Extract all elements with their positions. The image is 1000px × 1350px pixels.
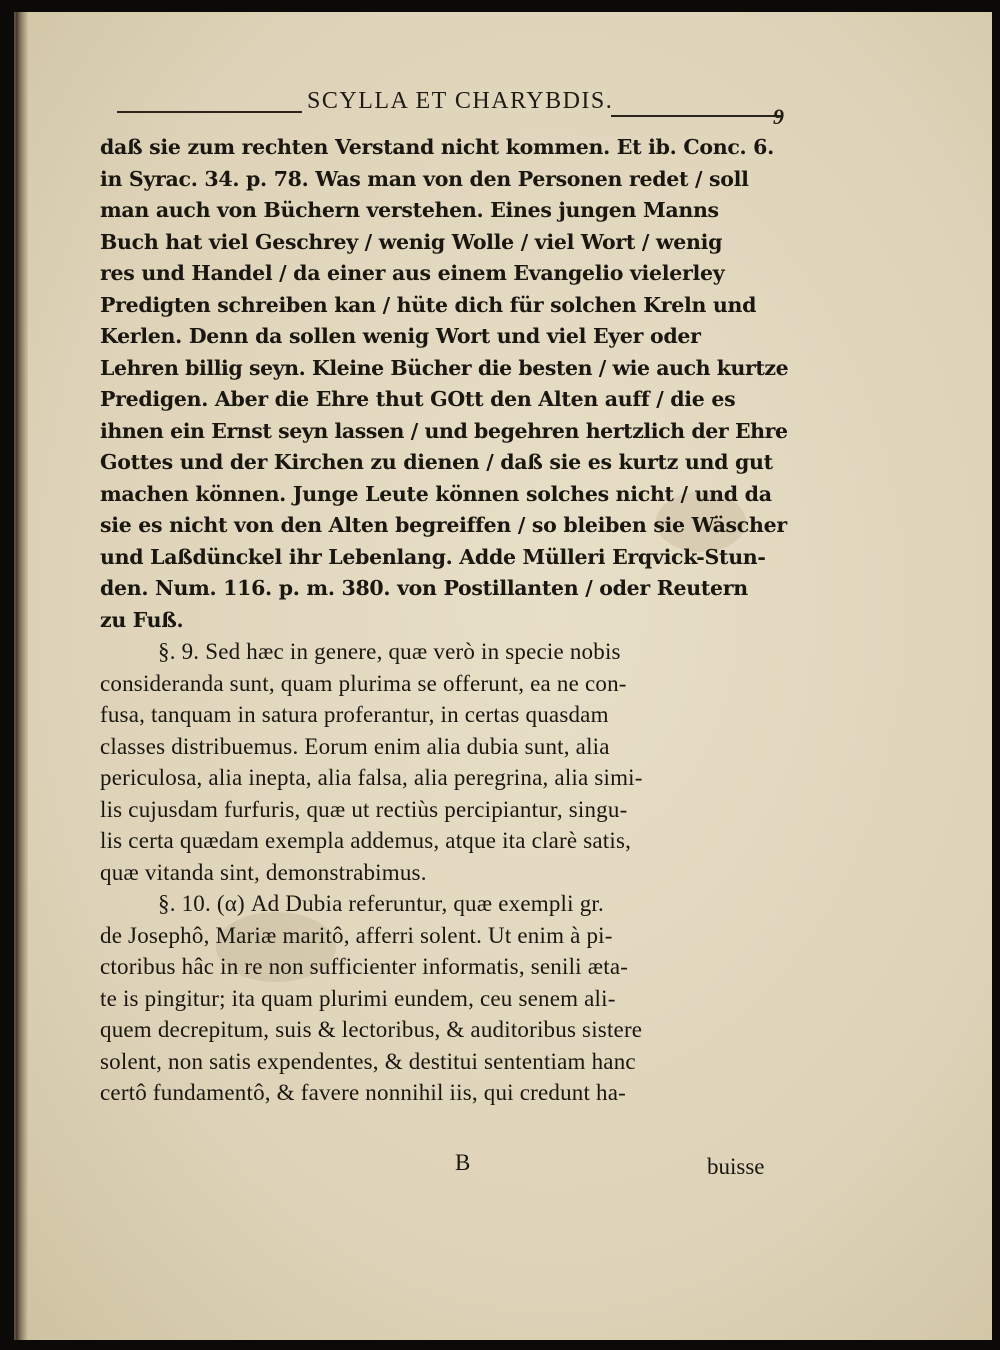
text-line: fusa, tanquam in satura proferantur, in certas quasdam [100,702,609,727]
running-title: SCYLLA ET CHARYBDIS. [307,88,614,114]
page-number: 9 [773,104,784,129]
text-line: §. 10. (α) Ad Dubia referuntur, quæ exempli gr. [158,891,604,916]
text-line: §. 9. Sed hæc in genere, quæ verò in specie nobis [158,639,621,664]
text-line: consideranda sunt, quam plurima se offerunt, ea ne con- [100,670,627,696]
catchword: buisse [707,1154,765,1179]
text-line: certô fundamentô, & favere nonnihil iis, qui credunt ha- [100,1080,626,1105]
text-line: res und Handel / da einer aus einem Evangelio vielerley [100,261,725,285]
text-line: quem decrepitum, suis & lectoribus, & auditoribus sistere [100,1017,643,1042]
text-line: machen können. Junge Leute können solches nicht / und da [100,481,772,506]
running-header [95,82,795,132]
text-line: den. Num. 116. p. m. 380. von Postillanten / oder Reutern [100,576,748,600]
text-line: ctoribus hâc in re non sufficienter informatis, senili æta- [100,954,629,979]
header-rule [117,111,302,113]
text-line: te is pingitur; ita quam plurimi eundem, ceu senem ali- [100,985,616,1011]
body-text [100,132,790,1109]
text-line: ihnen ein Ernst seyn lassen / und begehren hertzlich der Ehre [100,418,788,443]
text-line: Kerlen. Denn da sollen wenig Wort und viel Eyer oder [100,324,701,348]
text-line: Buch hat viel Geschrey / wenig Wolle / viel Wort / wenig [100,229,723,254]
text-line: quæ vitanda sint, demonstrabimus. [100,859,427,885]
text-line: de Josephô, Mariæ maritô, afferri solent. Ut enim à pi- [100,922,613,948]
text-line: lis cujusdam furfuris, quæ ut rectiùs percipiantur, singu- [100,796,628,822]
text-line: Lehren billig seyn. Kleine Bücher die besten / wie auch kurtze [100,355,789,380]
text-line: zu Fuß. [100,607,184,632]
page-binding-edge [16,12,28,1340]
text-line: classes distribuemus. Eorum enim alia dubia sunt, alia [100,733,610,759]
text-line: und Laßdünckel ihr Lebenlang. Adde Mülleri Erqvick-Stun- [100,544,766,569]
text-line: in Syrac. 34. p. 78. Was man von den Personen redet / soll [100,166,749,191]
text-line: daß sie zum rechten Verstand nicht kommen. Et ib. Conc. 6. [100,135,774,159]
text-line: periculosa, alia inepta, alia falsa, alia peregrina, alia simi- [100,765,643,790]
text-line: sie es nicht von den Alten begreiffen / so bleiben sie Wäscher [100,513,787,537]
page-footer [100,1150,790,1184]
text-line: lis certa quædam exempla addemus, atque ita clarè satis, [100,828,632,853]
header-rule [611,115,781,117]
text-line: Predigen. Aber die Ehre thut GOtt den Alten auff / die es [100,387,736,411]
text-line: Predigten schreiben kan / hüte dich für solchen Kreln und [100,292,757,317]
text-line: Gottes und der Kirchen zu dienen / daß sie es kurtz und gut [100,450,773,474]
text-line: man auch von Büchern verstehen. Eines jungen Manns [100,198,719,222]
text-line: solent, non satis expendentes, & destitui sententiam hanc [100,1048,636,1074]
signature-mark: B [455,1150,471,1175]
